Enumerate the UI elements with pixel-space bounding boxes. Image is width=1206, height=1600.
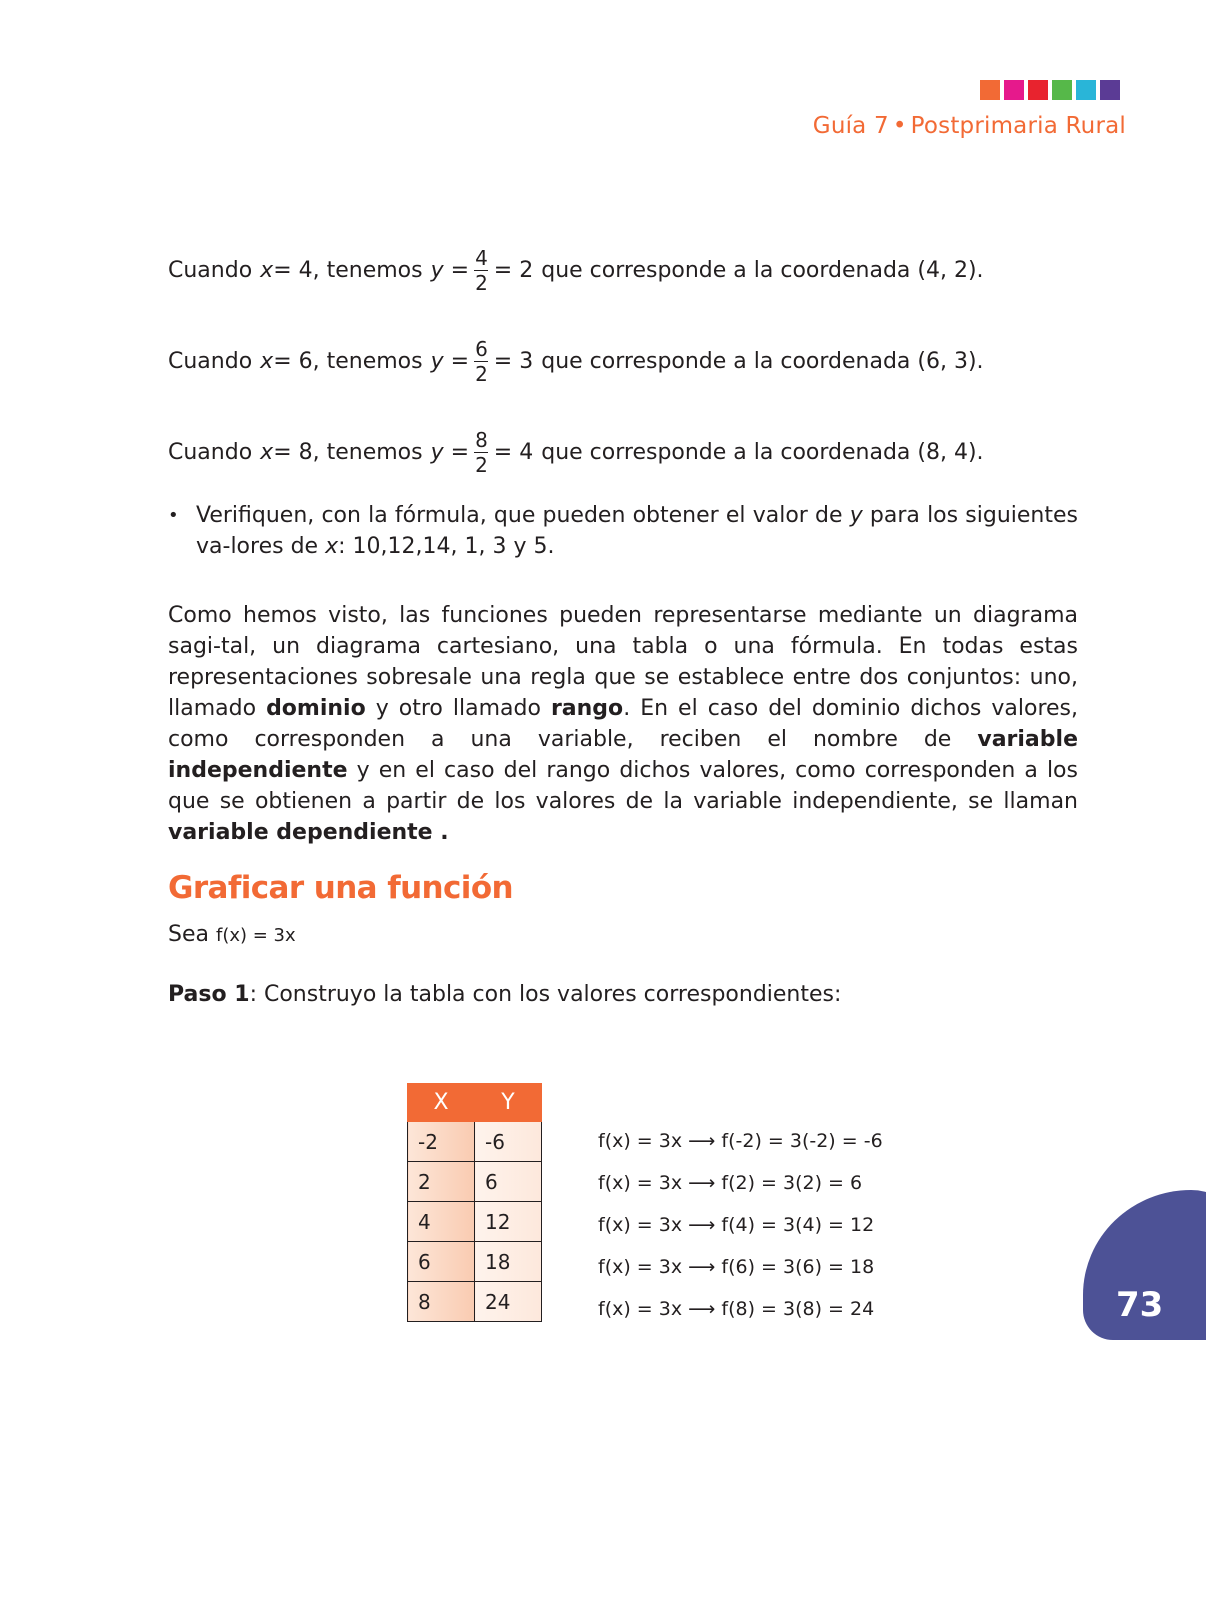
fraction: $\frac{4}{2}$ xyxy=(475,246,488,295)
values-table xyxy=(407,1083,542,1322)
table-cell-x: 6 xyxy=(408,1242,475,1282)
equation-y: y xyxy=(430,349,444,374)
table-row xyxy=(408,1282,542,1322)
paso-text: : Construyo la tabla con los valores correspondientes: xyxy=(249,982,842,1007)
calculation-item: f(x) = 3x ⟶ f(8) = 3(8) = 24 xyxy=(598,1298,875,1320)
calculation-item: f(x) = 3x ⟶ f(4) = 3(4) = 12 xyxy=(598,1214,875,1236)
equation-eq: = 6, tenemos xyxy=(273,349,423,374)
equation-result: = 3 xyxy=(493,349,534,374)
body-paragraph: Como hemos visto, las funciones pueden representarse mediante un diagrama sagi-tal, un diagrama cartesiano, una tabla o una fórmula. En todas estas representaciones sobresale una regla que se establece entre dos conjuntos: uno, llamado dominio y otro llamado rango. En el caso del dominio dichos valores, como corresponden a una variable, reciben el nombre de variable independiente y en el caso del rango dichos valores, como corresponden a los que se obtienen a partir de los valores de la variable independiente, se llaman variable dependiente . xyxy=(168,603,1079,845)
sea-label: Sea xyxy=(168,922,209,947)
term-variable-independiente: variable independiente xyxy=(168,727,1078,783)
table-cell-x: -2 xyxy=(408,1122,475,1162)
equation-suffix: que corresponde a la coordenada (4, 2). xyxy=(541,258,984,283)
term-dominio: dominio xyxy=(266,696,366,721)
equation-prefix: Cuando xyxy=(168,258,253,283)
color-strip xyxy=(980,80,1120,100)
table-cell-y: -6 xyxy=(475,1122,542,1162)
equation-result: = 2 xyxy=(493,258,534,283)
color-swatch-red xyxy=(1028,80,1048,100)
color-swatch-green xyxy=(1052,80,1072,100)
table-cell-x: 4 xyxy=(408,1202,475,1242)
table-header-row xyxy=(408,1084,542,1122)
table-cell-y: 6 xyxy=(475,1162,542,1202)
calculation-item: f(x) = 3x ⟶ f(-2) = 3(-2) = -6 xyxy=(598,1130,883,1152)
color-swatch-magenta xyxy=(1004,80,1024,100)
color-swatch-cyan xyxy=(1076,80,1096,100)
table-header-x: X xyxy=(408,1084,475,1122)
sea-formula: f(x) = 3x xyxy=(215,925,296,946)
table-cell-y: 12 xyxy=(475,1202,542,1242)
table-cell-y: 18 xyxy=(475,1242,542,1282)
table-cell-x: 8 xyxy=(408,1282,475,1322)
table-row xyxy=(408,1242,542,1282)
bullet-marker: • xyxy=(168,505,179,526)
table-cell-x: 2 xyxy=(408,1162,475,1202)
paso-label: Paso 1 xyxy=(168,982,250,1007)
section-title: Graficar una función xyxy=(168,870,513,906)
equation-result: = 4 xyxy=(493,440,534,465)
sea-line xyxy=(168,922,296,947)
table-row xyxy=(408,1162,542,1202)
table-cell-y: 24 xyxy=(475,1282,542,1322)
equation-suffix: que corresponde a la coordenada (8, 4). xyxy=(541,440,984,465)
header-separator: • xyxy=(892,113,907,139)
equation-var: x xyxy=(260,440,274,465)
equation-line-1: Cuando x = 4, tenemos y = $\frac{4}{2}$ = 2 que corresponde a la coordenada (4, 2). xyxy=(168,246,984,295)
fraction: $\frac{8}{2}$ xyxy=(475,428,488,477)
bullet-item xyxy=(168,500,1078,562)
term-rango: rango xyxy=(550,696,624,721)
equation-eq: = 8, tenemos xyxy=(273,440,423,465)
header-program: Postprimaria Rural xyxy=(910,113,1126,139)
equation-y: y xyxy=(430,258,444,283)
bullet-text: Verifiquen, con la fórmula, que pueden obtener el valor de y para los siguientes va-lores de x: 10,12,14, 1, 3 y 5. xyxy=(196,503,1078,559)
fraction: $\frac{6}{2}$ xyxy=(475,337,488,386)
calculation-list xyxy=(598,1120,883,1330)
paso-line xyxy=(168,982,841,1007)
equation-eq: = 4, tenemos xyxy=(273,258,423,283)
calculation-item: f(x) = 3x ⟶ f(6) = 3(6) = 18 xyxy=(598,1256,875,1278)
equation-prefix: Cuando xyxy=(168,440,253,465)
table-header-y: Y xyxy=(475,1084,542,1122)
table-row xyxy=(408,1122,542,1162)
equation-var: x xyxy=(260,349,274,374)
page-number: 73 xyxy=(1116,1285,1164,1325)
equation-var: x xyxy=(260,258,274,283)
running-header xyxy=(813,113,1126,139)
equation-line-3: Cuando x = 8, tenemos y = $\frac{8}{2}$ = 4 que corresponde a la coordenada (8, 4). xyxy=(168,428,984,477)
term-variable-dependiente: variable dependiente . xyxy=(168,820,449,845)
equation-y: y xyxy=(430,440,444,465)
equation-suffix: que corresponde a la coordenada (6, 3). xyxy=(541,349,984,374)
table-row xyxy=(408,1202,542,1242)
color-swatch-purple xyxy=(1100,80,1120,100)
calculation-item: f(x) = 3x ⟶ f(2) = 3(2) = 6 xyxy=(598,1172,863,1194)
color-swatch-orange xyxy=(980,80,1000,100)
equation-prefix: Cuando xyxy=(168,349,253,374)
equation-line-2: Cuando x = 6, tenemos y = $\frac{6}{2}$ = 3 que corresponde a la coordenada (6, 3). xyxy=(168,337,984,386)
header-guide: Guía 7 xyxy=(812,113,889,139)
